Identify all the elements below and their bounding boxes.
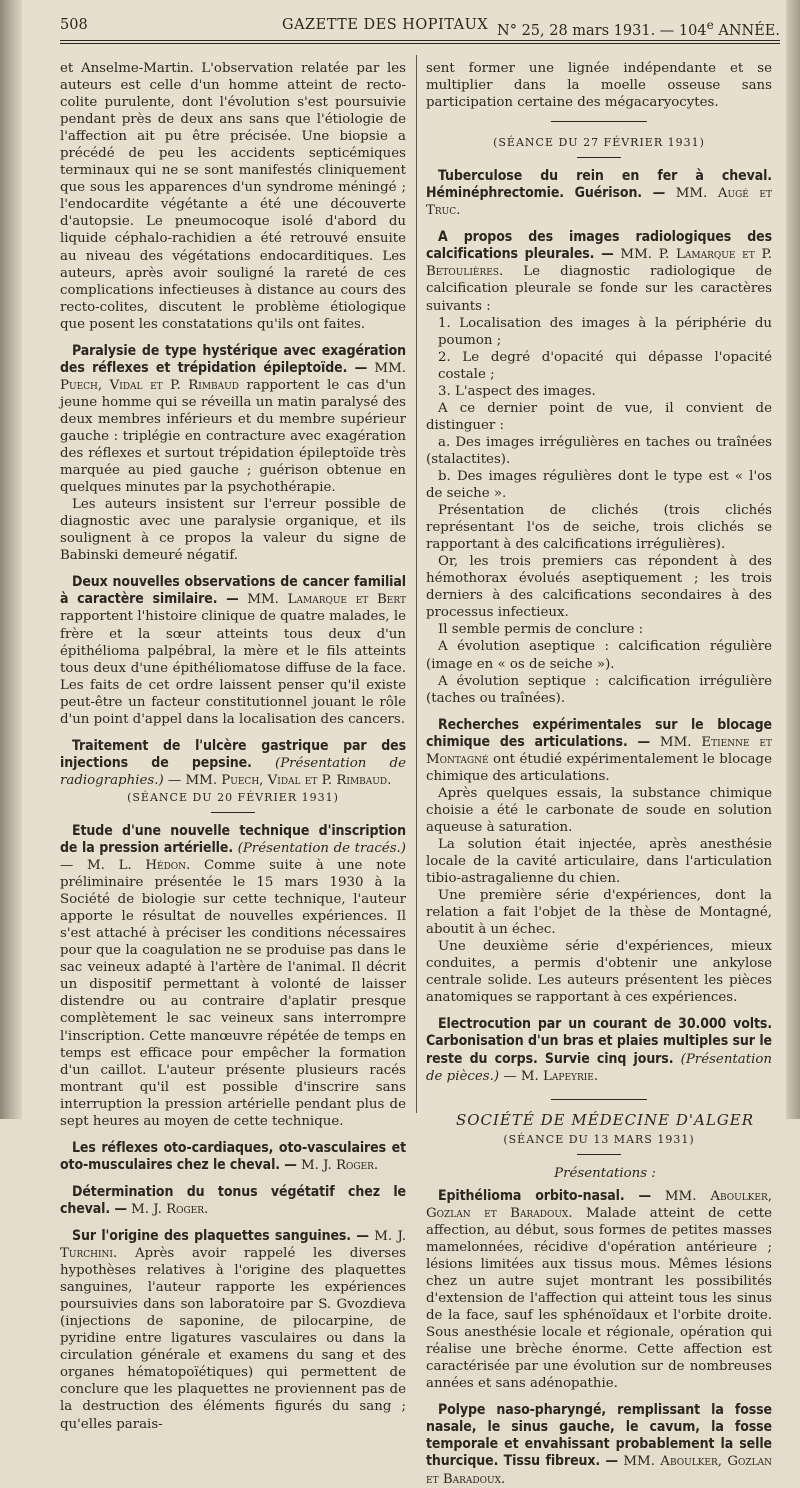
paragraph: Présentation de clichés (trois clichés représentant l'os de seiche, trois clichés se rapportant à des calcifications irrégulières). (426, 503, 772, 553)
paragraph: La solution était injectée, après anesthésie locale de la cavité articulaire, dans l'articulation tibio-astragalienne du chien. (426, 836, 772, 887)
article-text: Le diagnostic radiologique de calcification pleurale se fonde sur les caractères suivants : (426, 264, 772, 314)
presentations-label: Présentations : (554, 1165, 656, 1181)
paragraph: Or, les trois premiers cas répondent à des hémothorax évolués aseptiquement ; les trois derniers à des calcifications secondaires à des processus infectieux. (426, 554, 772, 621)
article-title: Tuberculose du rein en fer à cheval. Héminéphrectomie. Guérison. — (426, 168, 772, 202)
article-title: Les réflexes oto-cardiaques, oto-vasculaires et oto-musculaires chez le cheval. — (60, 1139, 406, 1173)
article-title: Deux nouvelles observations de cancer familial à caractère similaire. — (60, 574, 406, 608)
article-authors: — MM. Puech, Vidal et P. Rimbaud. (167, 772, 392, 788)
paragraph: A évolution aseptique : calcification régulière (image en « os de seiche »). (426, 639, 772, 672)
article-entry (426, 168, 772, 219)
article-entry (426, 229, 772, 314)
article-authors: — M. Lapeyrie. (503, 1068, 599, 1084)
article-text: Comme suite à une note préliminaire présentée le 15 mars 1930 à la Société de biologie sur cette technique, l'auteur apporte le résultat de nouvelles expériences. Il s'est attaché à préciser les conditions nécessaires pour que la coagulation ne se produise pas dans le sac veineux adapté à l'artère de l'animal. Il décrit un dispositif permettant à volonté de laisser distendre ou au contraire d'aplatir presque complètement le sac veineux sans interrompre l'inscription. Cette manœuvre répétée de temps en temps est efficace pour empêcher la formation d'un caillot. L'auteur présente plusieurs racés montrant qu'il est possible d'inscrire sans interruption la pression artérielle pendant plus de sept heures au moyen de cette technique. (60, 858, 406, 1129)
year-superscript: e (706, 18, 714, 32)
article-text: Après avoir rappelé les diverses hypothèses relatives à l'origine des plaquettes sanguines, l'auteur rapporte les expériences poursuivies dans son laboratoire par S. Gvozdieva (injections de saponine, de pilocarpine, de pyridine entre ligatures vasculaires ou dans la circulation générale et examens du sang et des organes hématopoïétiques) qui permettent de conclure que les plaquettes ne proviennent pas de la destruction des éléments figurés du sang ; qu'elles parais- (60, 1246, 406, 1432)
list-item: 2. Le degré d'opacité qui dépasse l'opacité costale ; (438, 349, 772, 382)
session-rule (211, 812, 255, 813)
issue-info (497, 14, 780, 42)
section-rule (551, 121, 647, 122)
article-title: Recherches expérimentales sur le blocage chimique des articulations. — (426, 716, 772, 750)
year-word: ANNÉE. (718, 22, 780, 39)
paragraph: et Anselme-Martin. L'observation relatée par les auteurs est celle d'un homme atteint de recto-colite purulente, dont l'évolution s'est poursuivie pendant près de deux ans sans que l'étiologie de l'affection ait pu être précisée. Une biopsie a précédé de peu les accidents septicémiques terminaux qui ne se sont manifestés cliniquement que sous les apparences d'un syndrome méningé ; l'endocardite végétante a été une découverte d'autopsie. Le pneumocoque isolé d'abord du liquide céphalo-rachidien a été retrouvé ensuite au niveau des végétations endocarditiques. Les auteurs, après avoir souligné la rareté de ces complications infectieuses à distance au cours des recto-colites, discutent le problème étiologique que posent les constatations qu'ils ont faites. (60, 61, 406, 332)
session-rule (577, 1154, 621, 1155)
article-authors: MM. Etienne et Montagné (426, 734, 772, 767)
paragraph: A ce dernier point de vue, il convient de distinguer : (426, 400, 772, 433)
paragraph: Une deuxième série d'expériences, mieux conduites, a permis d'obtenir une ankylose centrale solide. Les auteurs présentent les pièces anatomiques se rapportant à ces expériences. (426, 939, 772, 1006)
article-text: ont étudié expérimentalement le blocage chimique des articulations. (426, 751, 772, 784)
article-entry (60, 574, 406, 727)
criteria-list (426, 315, 772, 400)
article-text: rapportent l'histoire clinique de quatre malades, le frère et la sœur atteints tous deux d'un épithélioma palpébral, la mère et le fils atteints tous deux d'une épithéliomatose diffuse de la face. Les faits de cet ordre laissent penser qu'il existe peut-être un facteur constitutionnel jouant le rôle d'un point d'appel dans la localisation des cancers. (60, 609, 406, 727)
article-entry (60, 823, 406, 1130)
article-authors: — M. L. Hédon. (60, 858, 191, 874)
paragraph: b. Des images régulières dont le type est « l'os de seiche ». (426, 468, 772, 502)
issue-date: N° 25, 28 mars 1931. — (497, 22, 675, 39)
article-title: Traitement de l'ulcère gastrique par des injections de pepsine. (60, 737, 406, 771)
page-edge-right (786, 0, 800, 1119)
article-entry (426, 1402, 772, 1487)
article-entry (60, 738, 406, 789)
list-item: 1. Localisation des images à la périphérie du poumon ; (438, 315, 772, 348)
page-edge-left (0, 0, 22, 1119)
article-entry (60, 343, 406, 496)
article-title: Paralysie de type hystérique avec exagération des réflexes et trépidation épileptoïde. — (60, 342, 406, 376)
article-title: Epithélioma orbito-nasal. — (438, 1187, 651, 1204)
article-title: Détermination du tonus végétatif chez le cheval. — (60, 1183, 406, 1217)
list-item: 3. L'aspect des images. (438, 383, 596, 399)
page-number: 508 (60, 17, 88, 33)
article-title: A propos des images radiologiques des calcifications pleurales. — (426, 229, 772, 263)
article-authors: MM. Augé et Truc. (426, 186, 772, 219)
paragraph: Après quelques essais, la substance chimique choisie a été le carbonate de soude en solution aqueuse à saturation. (426, 785, 772, 835)
article-authors: M. J. Turchini. (60, 1229, 407, 1262)
year-number: 104 (678, 22, 707, 39)
article-entry (60, 1184, 406, 1218)
article-entry (60, 1140, 406, 1174)
paragraph: sent former une lignée indépendante et se multiplier dans la moelle osseuse sans participation certaine des mégacaryocytes. (426, 61, 772, 111)
article-note: (Présentation de radiographies.) (60, 755, 406, 788)
article-authors: MM. P. Lamarque et P. Betoulières. (426, 247, 772, 280)
article-entry (60, 1228, 406, 1433)
article-title: Etude d'une nouvelle technique d'inscription de la pression artérielle. (60, 822, 406, 857)
section-rule (551, 1099, 647, 1100)
article-authors: MM. Aboulker, Gozlan et Baradoux. (426, 1188, 772, 1221)
article-title: Polype naso-pharyngé, remplissant la fosse nasale, le sinus gauche, le cavum, la fosse temporale et envahissant probablement la selle thurcique. Tissu fibreux. — (426, 1402, 772, 1470)
session-heading: (SÉANCE DU 20 FÉVRIER 1931) (127, 790, 339, 804)
paragraph: Une première série d'expériences, dont la relation a fait l'objet de la thèse de Montagné, aboutit à un échec. (426, 888, 772, 938)
article-entry (426, 1016, 772, 1084)
session-heading: (SÉANCE DU 13 MARS 1931) (503, 1132, 695, 1146)
article-authors: MM. Puech, Vidal et P. Rimbaud (60, 360, 406, 393)
article-note: (Présentation de pièces.) (426, 1051, 772, 1084)
article-authors: MM. Aboulker, Gozlan et Baradoux. (426, 1454, 772, 1487)
column-right (426, 60, 772, 1487)
header-rule (60, 40, 780, 41)
paragraph: A évolution septique : calcification irrégulière (taches ou traînées). (426, 673, 772, 706)
header-rule-double (60, 43, 780, 44)
article-title: Electrocution par un courant de 30.000 volts. Carbonisation d'un bras et plaies multiples sur le reste du corps. Survie cinq jours. (426, 1016, 772, 1067)
article-entry (426, 1188, 772, 1393)
page-header (60, 14, 780, 39)
article-entry (426, 717, 772, 785)
article-title: Sur l'origine des plaquettes sanguines. — (72, 1228, 369, 1244)
session-heading: (SÉANCE DU 27 FÉVRIER 1931) (493, 136, 705, 150)
column-left (60, 60, 407, 1432)
society-heading: SOCIÉTÉ DE MÉDECINE D'ALGER (455, 1110, 755, 1129)
article-authors: M. J. Roger. (131, 1201, 209, 1217)
article-authors: M. J. Roger. (301, 1157, 379, 1173)
article-text: rapportent le cas d'un jeune homme qui se réveilla un matin paralysé des deux membres inférieurs et du membre supérieur gauche : triplégie en contracture avec exagération des réflexes et surtout trépidation épileptoïde très marquée au pied gauche ; guérison obtenue en quelques minutes par la psychothérapie. (60, 377, 406, 496)
article-authors: MM. Lamarque et Bert (247, 592, 406, 608)
article-text: Malade atteint de cette affection, au début, sous formes de petites masses mamelonnées, récidive d'opération antérieure ; lésions limitées aux tissus mous. Mêmes lésions chez un autre sujet montrant les possibilités d'extension de l'affection qui atteint tous les sinus de la face, sauf les sphénoïdaux et l'orbite droite. Sous anesthésie locale et régionale, opération qui réalise une brèche énorme. Cette affection est caractérisée par une évolution sur de nombreuses années et sans adénopathie. (426, 1205, 772, 1392)
paragraph: Les auteurs insistent sur l'erreur possible de diagnostic avec une paralysie organique, et ils soulignent à ce propos la valeur du signe de Babinski demeuré négatif. (60, 497, 406, 564)
journal-title: GAZETTE DES HOPITAUX (282, 17, 489, 33)
session-rule (577, 157, 621, 158)
article-note: (Présentation de tracés.) (237, 841, 406, 857)
column-divider (416, 55, 417, 1113)
paragraph: Il semble permis de conclure : (438, 622, 644, 638)
paragraph: a. Des images irrégulières en taches ou traînées (stalactites). (426, 434, 772, 467)
